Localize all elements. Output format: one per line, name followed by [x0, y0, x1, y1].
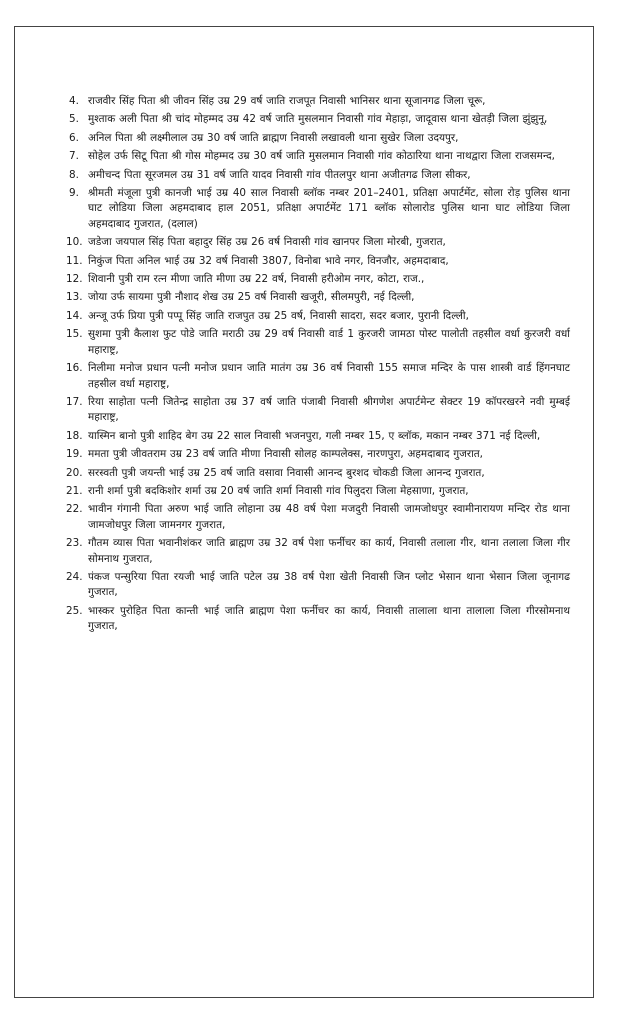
- list-item: [66, 309, 570, 324]
- list-item: [69, 131, 570, 146]
- item-number: 18.: [66, 429, 83, 442]
- item-number: 7.: [69, 150, 79, 163]
- item-text: निकुंज पिता अनिल भाई उम्र 32 वर्ष निवासी 3807, विनोबा भावे नगर, विनजौर, अहमदाबाद,: [88, 254, 449, 267]
- item-number: 6.: [69, 131, 79, 144]
- list-item: [66, 395, 570, 426]
- item-number: 20.: [66, 466, 83, 479]
- item-text: अमीचन्द पिता सूरजमल उम्र 31 वर्ष जाति यादव निवासी गांव पीतलपुर थाना अजीतगढ जिला सीकर,: [88, 168, 471, 181]
- list-item: [66, 429, 570, 444]
- item-number: 19.: [66, 448, 83, 461]
- item-text: पंकज पन्सुरिया पिता रयजी भाई जाति पटेल उम्र 38 वर्ष पेशा खेती निवासी जिन प्लोट भेसान थाना भेसान जिला जूनागढ गुजरात,: [88, 570, 570, 599]
- item-text: भावीन गंगानी पिता अरुण भाई जाति लोहाना उम्र 48 वर्ष पेशा मजदुरी निवासी जामजोधपुर स्वामीनारायण मन्दिर रोड थाना जामजोधपुर जिला जामनगर गुजरात,: [88, 503, 570, 531]
- item-text: श्रीमती मंजूला पुत्री कानजी भाई उम्र 40 साल निवासी ब्लॉक नम्बर 201–2401, प्रतिक्षा अपार्टमेंट, सोला रोड़ पुलिस थाना घाट लोडिया जिला अहमदाबाद हाल 2051, प्रतिक्षा अपार्टमेंट 171 ब्लॉक सोलारोड पुलिस थाना घाट लोडिया जिला अहमदाबाद गुजरात, (दलाल): [88, 187, 570, 230]
- item-number: 11.: [66, 254, 83, 267]
- list-item: [69, 168, 570, 183]
- item-number: 8.: [69, 168, 79, 181]
- list-item: [66, 235, 570, 250]
- item-number: 25.: [66, 604, 83, 617]
- item-text: निलीमा मनोज प्रधान पत्नी मनोज प्रधान जाति मातंग उम्र 36 वर्ष निवासी 155 समाज मन्दिर के पास शास्त्री वार्ड हिंगनघाट तहसील वर्धा महाराष्ट्र,: [88, 362, 570, 390]
- list-item: [69, 94, 570, 109]
- item-text: राजवीर सिंह पिता श्री जीवन सिंह उम्र 29 वर्ष जाति राजपूत निवासी भानिसर थाना सूजानगढ जिला चूरू,: [88, 95, 486, 107]
- item-number: 10.: [66, 236, 83, 249]
- item-number: 16.: [66, 362, 83, 375]
- item-text: सोहेल उर्फ सिटू पिता श्री गोस मोहम्मद उम्र 30 वर्ष जाति मुसलमान निवासी गांव कोठारिया थाना नाथद्वारा जिला राजसमन्द,: [88, 150, 555, 163]
- item-text: शिवानी पुत्री राम रत्न मीणा जाति मीणा उम्र 22 वर्ष, निवासी हरीओम नगर, कोटा, राज.,: [88, 273, 425, 286]
- list-item: [66, 502, 570, 533]
- item-text: यास्मिन बानो पुत्री शाहिद बेग उम्र 22 साल निवासी भजनपुरा, गली नम्बर 15, ए ब्लॉक, मकान नम्बर 371 नई दिल्ली,: [88, 429, 541, 442]
- list-item: [69, 149, 570, 164]
- item-number: 17.: [66, 395, 83, 408]
- list-item: [66, 484, 570, 499]
- item-number: 4.: [69, 95, 79, 107]
- item-text: अनिल पिता श्री लक्ष्मीलाल उम्र 30 वर्ष जाति ब्राह्मण निवासी लखावली थाना सुखेर जिला उदयपुर,: [88, 131, 459, 144]
- list-item: [66, 272, 570, 287]
- list-item: [66, 327, 570, 358]
- item-number: 23.: [66, 537, 83, 550]
- item-text: रिया साहोता पत्नी जितेन्द्र साहोता उम्र 37 वर्ष जाति पंजाबी निवासी श्रीगणेश अपार्टमेन्ट सेक्टर 19 कॉपरखरने नवी मुम्बई महाराष्ट्र,: [88, 395, 570, 424]
- item-number: 14.: [66, 309, 83, 322]
- list-item: [66, 290, 570, 305]
- list-item: [66, 466, 570, 481]
- item-text: अन्जू उर्फ प्रिया पुत्री पप्पू सिंह जाति राजपुत उम्र 25 वर्ष, निवासी सादरा, सदर बजार, पुरानी दिल्ली,: [88, 309, 469, 322]
- accused-list: [66, 94, 570, 638]
- item-number: 15.: [66, 328, 83, 341]
- list-item: [66, 570, 570, 601]
- item-text: सरस्वती पुत्री जयन्ती भाई उम्र 25 वर्ष जाति वसावा निवासी आनन्द बुरशद चोकडी जिला आनन्द गुजरात,: [88, 466, 485, 479]
- list-item: [69, 186, 570, 232]
- item-text: जडेजा जयपाल सिंह पिता बहादुर सिंह उम्र 26 वर्ष निवासी गांव खानपर जिला मोरबी, गुजरात,: [88, 236, 446, 249]
- list-item: [66, 447, 570, 462]
- item-number: 9.: [69, 187, 79, 200]
- item-text: जोया उर्फ सायमा पुत्री नौशाद शेख उम्र 25 वर्ष निवासी खजूरी, सीलमपुरी, नई दिल्ली,: [88, 291, 415, 304]
- list-item: [66, 604, 570, 635]
- item-number: 12.: [66, 273, 83, 286]
- item-text: मुश्ताक अली पिता श्री चांद मोहम्मद उम्र 42 वर्ष जाति मुसलमान निवासी गांव मेहाड़ा, जादूवास थाना खेतड़ी जिला झुंझुनू,: [88, 113, 548, 126]
- item-number: 13.: [66, 291, 83, 304]
- item-text: रानी शर्मा पुत्री बदकिशोर शर्मा उम्र 20 वर्ष जाति शर्मा निवासी गांव पिलुदरा जिला मेहसाणा, गुजरात,: [88, 484, 469, 497]
- item-text: सुशमा पुत्री कैलाश फुट पोडे जाति मराठी उम्र 29 वर्ष निवासी वार्ड 1 कुरजरी जामठा पोस्ट पालोती तहसील वर्धा कुरजरी वर्धा महाराष्ट्र,: [88, 328, 570, 356]
- item-text: ममता पुत्री जीवतराम उम्र 23 वर्ष जाति मीणा निवासी सोलह काम्पलेक्स, नारणपुरा, अहमदाबाद गुजरात,: [88, 448, 483, 461]
- item-number: 24.: [66, 570, 83, 583]
- item-text: गौतम व्यास पिता भवानीशंकर जाति ब्राह्मण उम्र 32 वर्ष पेशा फर्नीचर का कार्य, निवासी तलाला गीर, थाना तलाला जिला गीर सोमनाथ गुजरात,: [88, 537, 570, 565]
- list-item: [66, 361, 570, 392]
- item-number: 5.: [69, 113, 79, 126]
- list-item: [66, 536, 570, 567]
- item-number: 22.: [66, 503, 83, 516]
- item-number: 21.: [66, 484, 83, 497]
- list-item: [69, 112, 570, 127]
- list-item: [66, 254, 570, 269]
- item-text: भास्कर पुरोहित पिता कान्ती भाई जाति ब्राह्मण पेशा फर्नीचर का कार्य, निवासी तालाला थाना तालाला जिला गीरसोमनाथ गुजरात,: [88, 604, 570, 633]
